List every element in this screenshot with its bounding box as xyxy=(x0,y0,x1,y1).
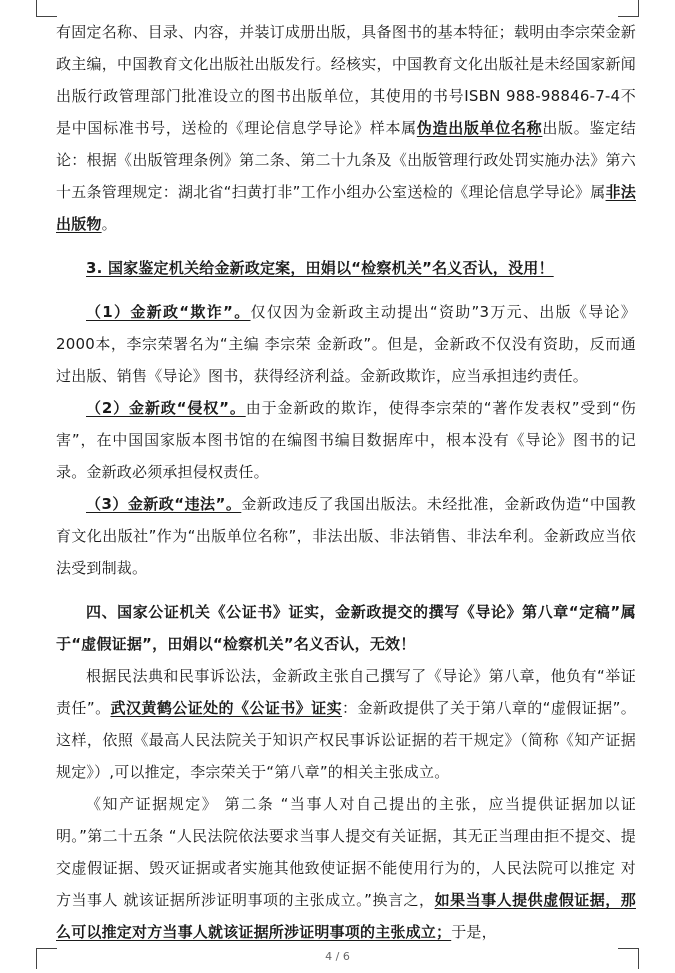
subsection-label: （3）金新政“违法”。 xyxy=(86,495,242,513)
paragraph-evidence-rules: 《知产证据规定》 第二条 “当事人对自己提出的主张，应当提供证据加以证明。”第二十五条 “人民法院依法要求当事人提交有关证据，其无正当理由拒不提交、提交虚假证据、毁灭证据或者实施其他致使证据不能使用行为的，人民法院可以推定 对方当事人 就该证据所涉证明事项的主张成立。”换言之，如果当事人提供虚假证据，那么可以推定对方当事人就该证据所涉证明事项的主张成立；于是， xyxy=(56,795,636,941)
paragraph-appraisal: 有固定名称、目录、内容，并装订成册出版，具备图书的基本特征；载明由李宗荣金新政主编，中国教育文化出版社出版发行。经核实，中国教育文化出版社是未经国家新闻出版行政管理部门批准设立的图书出版单位，其使用的书号ISBN 988-98846-7-4不是中国标准书号，送检的《理论信息学导论》样本属伪造出版单位名称出版。鉴定结论：根据《出版管理条例》第二条、第二十九条及《出版管理行政处罚实施办法》第六十五条管理规定：湖北省“扫黄打非”工作小组办公室送检的《理论信息学导论》属非法出版物。 xyxy=(56,23,637,233)
underlined-notary-certificate: 武汉黄鹤公证处的《公证书》证实 xyxy=(110,699,343,717)
document-page xyxy=(56,16,636,948)
subsection-label: （2）金新政“侵权”。 xyxy=(86,399,246,417)
subsection-infringement: （2）金新政“侵权”。由于金新政的欺诈，使得李宗荣的“著作发表权”受到“伤害”，在中国国家版本图书馆的在编图书编目数据库中，根本没有《导论》图书的记录。金新政必须承担侵权责任。 xyxy=(56,399,637,481)
crop-mark-top-left xyxy=(36,0,57,17)
section-heading-3: 3. 国家鉴定机关给金新政定案，田娟以“检察机关”名义否认，没用！ xyxy=(86,259,554,277)
underlined-illegal-publication: 非法出版物 xyxy=(56,183,636,233)
subsection-fraud: （1）金新政“欺诈”。仅仅因为金新政主动提出“资助”3万元、出版《导论》2000本，李宗荣署名为“主编 李宗荣 金新政”。但是，金新政不仅没有资助，反而通过出版、销售《导论》图书，获得经济利益。金新政欺诈，应当承担违约责任。 xyxy=(56,303,637,385)
paragraph-burden-of-proof: 根据民法典和民事诉讼法，金新政主张自己撰写了《导论》第八章，他负有“举证责任”。武汉黄鹤公证处的《公证书》证实：金新政提供了关于第八章的“虚假证据”。这样，依照《最高人民法院关于知识产权民事诉讼证据的若干规定》（简称《知产证据规定》）,可以推定，李宗荣关于“第八章”的相关主张成立。 xyxy=(56,667,636,781)
section-heading-4: 四、国家公证机关《公证书》证实，金新政提交的撰写《导论》第八章“定稿”属于“虚假证据”，田娟以“检察机关”名义否认，无效！ xyxy=(56,603,636,653)
page-number: 4 / 6 xyxy=(325,950,350,963)
subsection-illegal: （3）金新政“违法”。金新政违反了我国出版法。未经批准，金新政伪造“中国教育文化出版社”作为“出版单位名称”，非法出版、非法销售、非法牟利。金新政应当依法受到制裁。 xyxy=(56,495,636,577)
subsection-label: （1）金新政“欺诈”。 xyxy=(86,303,251,321)
underlined-forged-publisher: 伪造出版单位名称 xyxy=(416,119,543,137)
underlined-presumption: 如果当事人提供虚假证据，那么可以推定对方当事人就该证据所涉证明事项的主张成立； xyxy=(56,891,636,941)
crop-mark-top-right xyxy=(618,0,639,17)
